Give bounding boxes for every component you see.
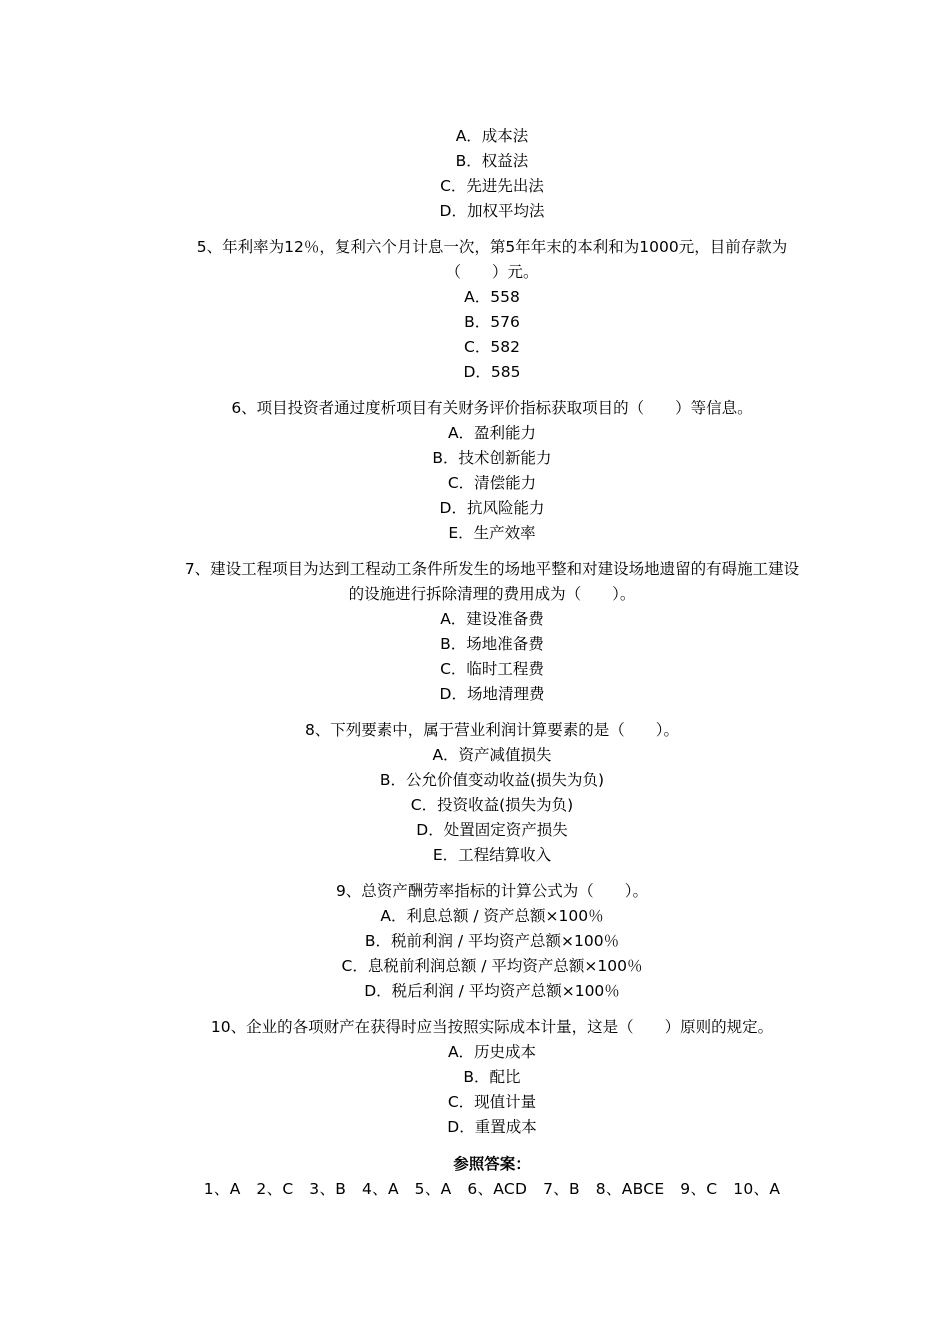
question-stem: 8、下列要素中，属于营业利润计算要素的是（ ）。	[304, 721, 680, 739]
option: D．处置固定资产损失	[416, 821, 568, 839]
question-6	[180, 396, 804, 546]
question-10	[180, 1015, 804, 1140]
option: B．公允价值变动收益(损失为负)	[379, 771, 605, 789]
option: E．工程结算收入	[432, 846, 552, 864]
option: A．558	[464, 288, 520, 306]
option: A．建设准备费	[440, 610, 544, 628]
option: D．加权平均法	[439, 202, 545, 220]
option: B．场地准备费	[440, 635, 544, 653]
option: B．576	[464, 313, 520, 331]
question-stem: 5、年利率为12％，复利六个月计息一次，第5年年末的本利和为1000元，目前存款为（ ）元。	[196, 238, 788, 281]
option: C．息税前利润总额 / 平均资产总额×100％	[341, 957, 643, 975]
question-stem: 7、建设工程项目为达到工程动工条件所发生的场地平整和对建设场地遗留的有碍施工建设的设施进行拆除清理的费用成为（ ）。	[184, 560, 800, 603]
option: C．临时工程费	[440, 660, 544, 678]
option: A．利息总额 / 资产总额×100％	[380, 907, 604, 925]
option: A．历史成本	[447, 1043, 537, 1061]
answer-key	[180, 1152, 804, 1202]
option: C．现值计量	[447, 1093, 537, 1111]
option: B．技术创新能力	[432, 449, 552, 467]
question-stem: 9、总资产酬劳率指标的计算公式为（ ）。	[335, 882, 649, 900]
option: D．场地清理费	[439, 685, 545, 703]
option: C．清偿能力	[447, 474, 537, 492]
option: A．盈利能力	[447, 424, 537, 442]
option: A．资产减值损失	[432, 746, 552, 764]
option: C．先进先出法	[440, 177, 544, 195]
question-4-options	[180, 124, 804, 224]
answer-key-heading: 参照答案：	[453, 1155, 531, 1173]
option: D．重置成本	[447, 1118, 537, 1136]
option: D．税后利润 / 平均资产总额×100％	[364, 982, 620, 1000]
answer-key-text: 1、A 2、C 3、B 4、A 5、A 6、ACD 7、B 8、ABCE 9、C 10、A	[203, 1180, 781, 1198]
question-7	[180, 557, 804, 707]
option: B．税前利润 / 平均资产总额×100％	[364, 932, 620, 950]
option: D．585	[463, 363, 521, 381]
question-stem: 10、企业的各项财产在获得时应当按照实际成本计量，这是（ ）原则的规定。	[210, 1018, 774, 1036]
option: B．权益法	[455, 152, 529, 170]
option: C．投资收益(损失为负)	[410, 796, 574, 814]
question-stem: 6、项目投资者通过度析项目有关财务评价指标获取项目的（ ）等信息。	[231, 399, 753, 417]
option: C．582	[464, 338, 520, 356]
question-5	[180, 235, 804, 385]
option: D．抗风险能力	[439, 499, 545, 517]
option: B．配比	[463, 1068, 521, 1086]
question-8	[180, 718, 804, 868]
exam-content	[180, 124, 804, 1202]
question-9	[180, 879, 804, 1004]
option: A．成本法	[455, 127, 529, 145]
option: E．生产效率	[448, 524, 536, 542]
